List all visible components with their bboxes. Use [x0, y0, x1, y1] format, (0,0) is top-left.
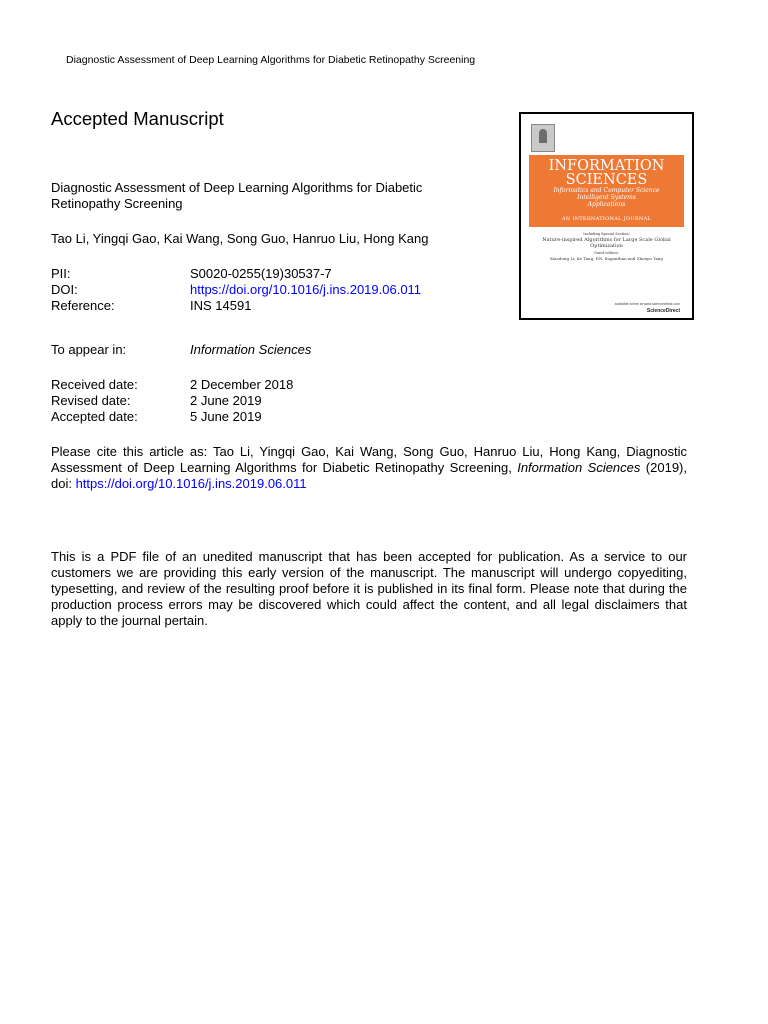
pii-label: PII: [51, 266, 71, 281]
received-value: 2 December 2018 [190, 377, 294, 392]
article-title: Diagnostic Assessment of Deep Learning Algorithms for Diabetic Retinopathy Screening [51, 180, 423, 211]
cover-special-line2: Nature-inspired Algorithms for Large Scale Global Optimization [542, 237, 671, 249]
cover-sub3: Applications [587, 201, 626, 208]
doi-label: DOI: [51, 282, 78, 297]
running-head: Diagnostic Assessment of Deep Learning Algorithms for Diabetic Retinopathy Screening [66, 54, 476, 66]
cite-journal: Information Sciences [517, 460, 641, 475]
cover-title-line2: SCIENCES [565, 172, 648, 188]
reference-label: Reference: [51, 298, 115, 313]
cover-journal-title [529, 159, 684, 187]
journal-cover [519, 112, 694, 320]
appear-label: To appear in: [51, 342, 127, 357]
accepted-manuscript-heading: Accepted Manuscript [51, 108, 224, 129]
cover-available-online: available online at www.sciencedirect.com [614, 302, 680, 306]
cover-sub1: Informatics and Computer Science [553, 187, 660, 194]
elsevier-logo-icon [531, 124, 555, 152]
cover-subtitle [529, 187, 684, 208]
accepted-value: 5 June 2019 [190, 409, 262, 424]
cite-prefix: Please cite this article as: Tao Li, Yingqi Gao, Kai Wang, Song Guo, Hanruo Liu, Hong Kang, Diagnostic Assessment of Deep Learning Algorithms for Diabetic Retinopathy Screening, [51, 444, 687, 475]
cover-sub2: Intelligent Systems [577, 194, 636, 201]
received-label: Received date: [51, 377, 138, 392]
cover-special-section [529, 232, 684, 261]
authors: Tao Li, Yingqi Gao, Kai Wang, Song Guo, Hanruo Liu, Hong Kang [51, 231, 429, 246]
cover-title-line1: INFORMATION [548, 158, 665, 174]
disclaimer-note: This is a PDF file of an unedited manuscript that has been accepted for publication. As a service to our customers we are providing this early version of the manuscript. The manuscript will undergo copyediting, typesetting, and review of the resulting proof before it is published in its final form. Please note that during the production process errors may be discovered which could affect the content, and all legal disclaimers that apply to the journal pertain. [51, 549, 687, 628]
revised-value: 2 June 2019 [190, 393, 262, 408]
sciencedirect-logo: ScienceDirect [646, 308, 680, 314]
cover-title-band [529, 155, 684, 227]
cover-special-line1: Including Special Section: [583, 232, 630, 236]
pii-value: S0020-0255(19)30537-7 [190, 266, 332, 281]
cite-middle: (2019), doi: [51, 460, 687, 491]
cover-special-line3: Guest editors: [593, 251, 620, 255]
accepted-label: Accepted date: [51, 409, 138, 424]
doi-link[interactable]: https://doi.org/10.1016/j.ins.2019.06.011 [190, 282, 422, 297]
cite-doi-link[interactable]: https://doi.org/10.1016/j.ins.2019.06.011 [75, 476, 307, 491]
cover-special-line4: Xiaodong Li, Ke Tang, P.N. Suganthan and Zhenyu Yang [550, 256, 663, 261]
revised-label: Revised date: [51, 393, 131, 408]
reference-value: INS 14591 [190, 298, 252, 313]
cover-international: AN INTERNATIONAL JOURNAL [561, 216, 652, 222]
appear-journal: Information Sciences [190, 342, 312, 357]
citation [51, 444, 687, 492]
